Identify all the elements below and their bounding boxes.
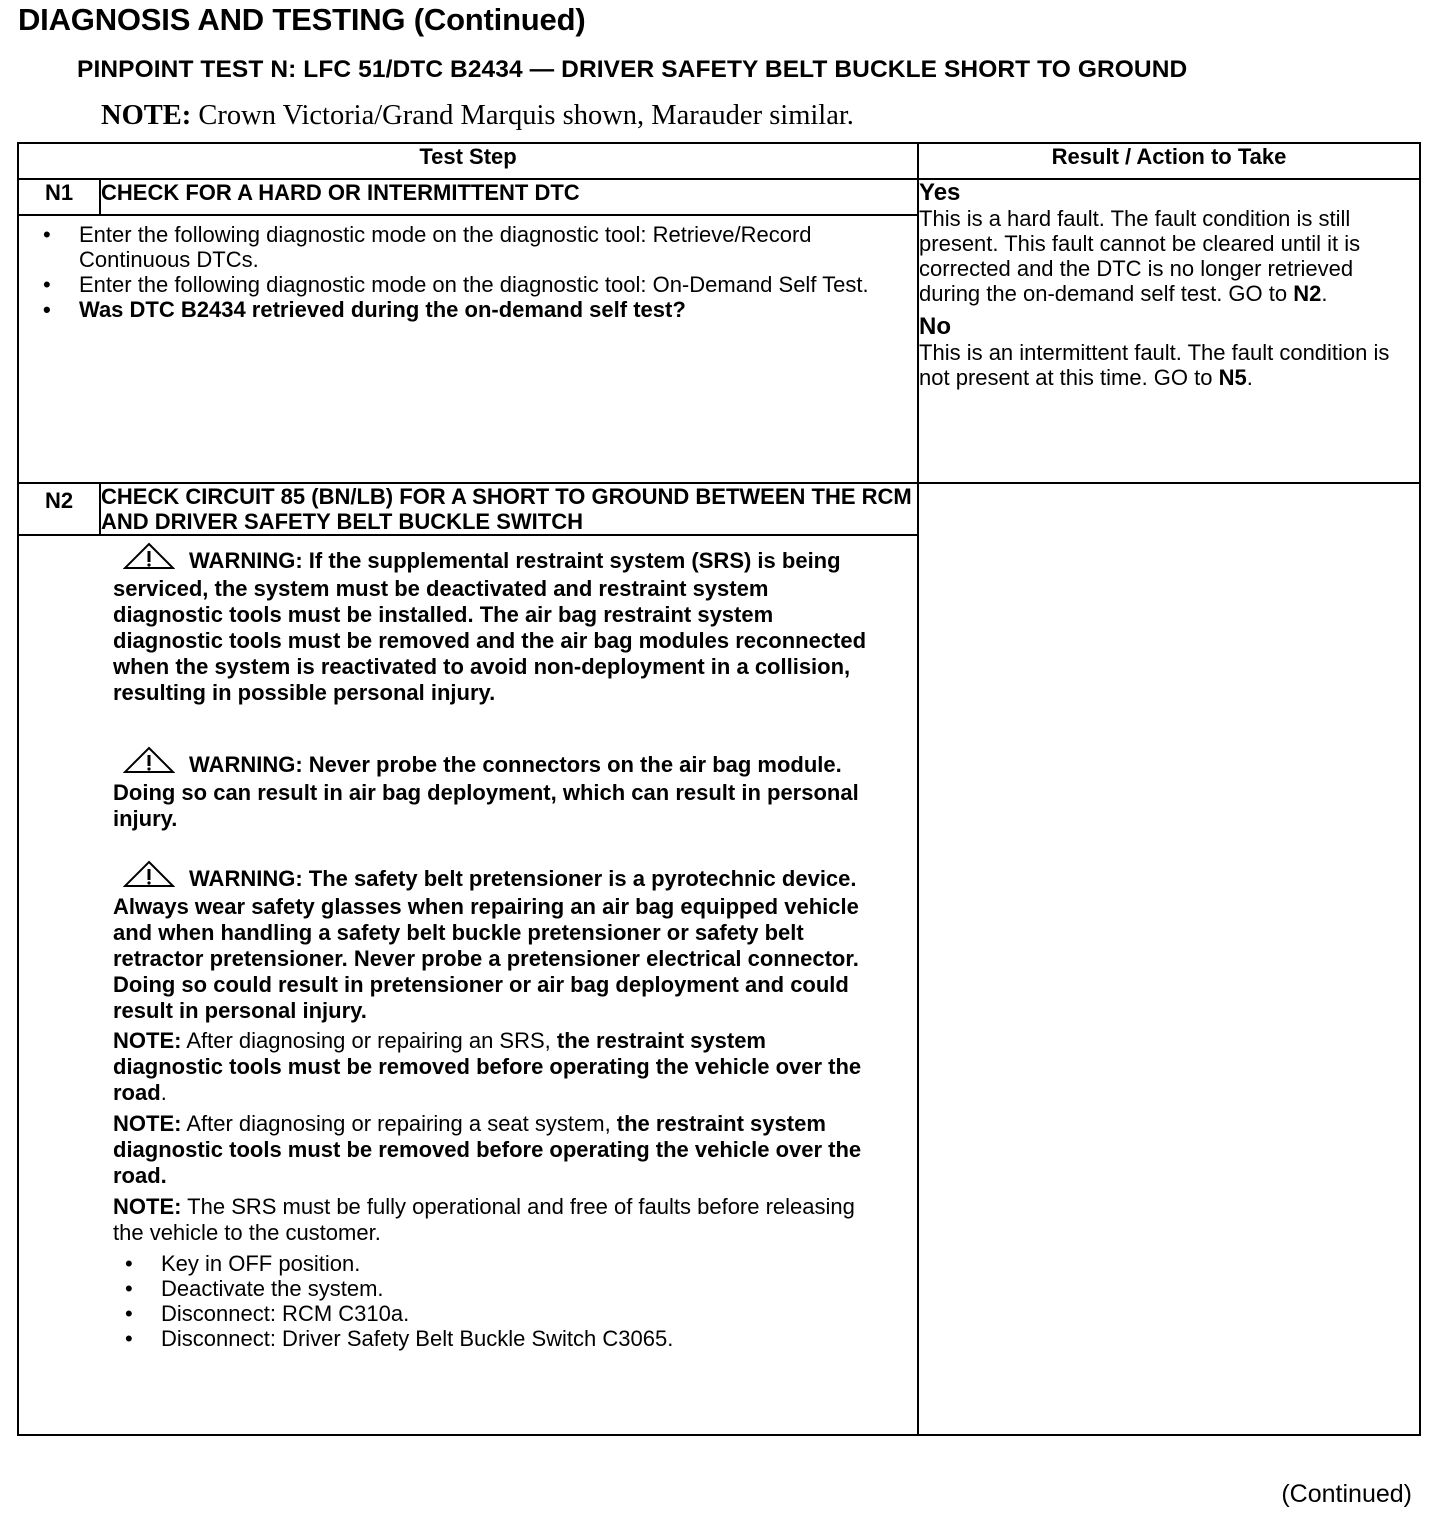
warning-srs-service xyxy=(113,542,877,706)
step-n2-title-row xyxy=(18,483,1420,535)
intro-note-label: NOTE: xyxy=(101,100,192,131)
step-n2-title: CHECK CIRCUIT 85 (BN/LB) FOR A SHORT TO GROUND BETWEEN THE RCM AND DRIVER SAFETY BELT BUCKLE SWITCH xyxy=(100,483,918,535)
note-bold: the restraint system diagnostic tools must be removed before operating the vehicle over the road. xyxy=(113,1111,862,1188)
list-item: • Key in OFF position. xyxy=(113,1251,877,1276)
step-n1-body xyxy=(18,215,918,483)
note-label: NOTE: xyxy=(113,1111,182,1136)
pinpoint-test-title: PINPOINT TEST N: LFC 51/DTC B2434 — DRIVER SAFETY BELT BUCKLE SHORT TO GROUND xyxy=(77,56,1188,83)
step-n1-title: CHECK FOR A HARD OR INTERMITTENT DTC xyxy=(100,179,918,215)
note-end: . xyxy=(160,1080,167,1105)
result-yes-text xyxy=(919,206,1419,306)
note-plain: After diagnosing or repairing a seat system, xyxy=(181,1111,617,1136)
note-plain: After diagnosing or repairing an SRS, xyxy=(181,1028,557,1053)
warning-triangle-icon xyxy=(123,860,175,894)
intro-note-text: Crown Victoria/Grand Marquis shown, Marauder similar. xyxy=(191,100,854,131)
step-n1-bullets xyxy=(31,222,907,322)
note-srs-operational xyxy=(113,1194,877,1246)
list-item: • Enter the following diagnostic mode on the diagnostic tool: On-Demand Self Test. xyxy=(31,272,907,297)
note-label: NOTE: xyxy=(113,1194,182,1219)
list-item: • Deactivate the system. xyxy=(113,1276,877,1301)
intro-note xyxy=(101,100,854,132)
table-header-row xyxy=(18,143,1420,179)
result-no-period: . xyxy=(1246,365,1253,390)
step-n2-bullets xyxy=(113,1251,877,1351)
result-no-body: This is an intermittent fault. The fault condition is not present at this time. GO to xyxy=(919,340,1390,390)
step-n1-id: N1 xyxy=(18,179,100,215)
step-n2-id: N2 xyxy=(18,483,100,535)
pinpoint-test-table xyxy=(17,142,1421,1436)
step-n1-results xyxy=(918,179,1420,483)
header-result-action: Result / Action to Take xyxy=(918,143,1420,179)
result-no-text xyxy=(919,340,1419,390)
result-yes-period: . xyxy=(1321,281,1328,306)
note-plain: The SRS must be fully operational and free of faults before releasing the vehicle to the customer. xyxy=(113,1194,855,1245)
note-bold: the restraint system diagnostic tools must be removed before operating the vehicle over the road xyxy=(113,1028,862,1105)
list-item: • Disconnect: RCM C310a. xyxy=(113,1301,877,1326)
warning-triangle-icon xyxy=(123,746,175,780)
result-yes-label: Yes xyxy=(919,179,961,206)
step-n2-results xyxy=(918,483,1420,1435)
header-test-step: Test Step xyxy=(18,143,918,179)
result-no-goto: N5 xyxy=(1218,365,1247,390)
step-n1-title-row xyxy=(18,179,1420,215)
note-srs-tools xyxy=(113,1028,877,1106)
warning-pretensioner xyxy=(113,860,877,1024)
note-label: NOTE: xyxy=(113,1028,182,1053)
list-item: • Was DTC B2434 retrieved during the on-demand self test? xyxy=(31,297,907,322)
note-seat-system xyxy=(113,1111,877,1189)
warning-probe-connectors xyxy=(113,746,877,832)
continued-label: (Continued) xyxy=(1281,1480,1412,1508)
result-yes-body: This is a hard fault. The fault condition is still present. This fault cannot be cleared until it is corrected and the DTC is no longer retrieved during the on-demand self test. GO to xyxy=(919,206,1361,306)
list-item: • Enter the following diagnostic mode on the diagnostic tool: Retrieve/Record Continuous DTCs. xyxy=(31,222,907,272)
list-item: • Disconnect: Driver Safety Belt Buckle Switch C3065. xyxy=(113,1326,877,1351)
warning-text: WARNING: Never probe the connectors on the air bag module. Doing so can result in air bag deployment, which can result in personal injury. xyxy=(113,752,859,831)
page-heading: DIAGNOSIS AND TESTING (Continued) xyxy=(18,2,586,37)
result-no-label: No xyxy=(919,313,952,340)
warning-text: WARNING: If the supplemental restraint system (SRS) is being serviced, the system must be deactivated and restraint system diagnostic tools must be installed. The air bag restraint system diagnostic tools must be removed and the air bag modules reconnected when the system is reactivated to avoid non-deployment in a collision, resulting in possible personal injury. xyxy=(113,548,867,705)
result-yes-goto: N2 xyxy=(1293,281,1322,306)
step-n2-body xyxy=(18,535,918,1435)
warning-triangle-icon xyxy=(123,542,175,576)
warning-text: WARNING: The safety belt pretensioner is a pyrotechnic device. Always wear safety glasses when repairing an air bag equipped vehicle and when handling a safety belt buckle pretensioner or safety belt retractor pretensioner. Never probe a pretensioner electrical connector. Doing so could result in pretensioner or air bag deployment and could result in personal injury. xyxy=(113,866,859,1023)
